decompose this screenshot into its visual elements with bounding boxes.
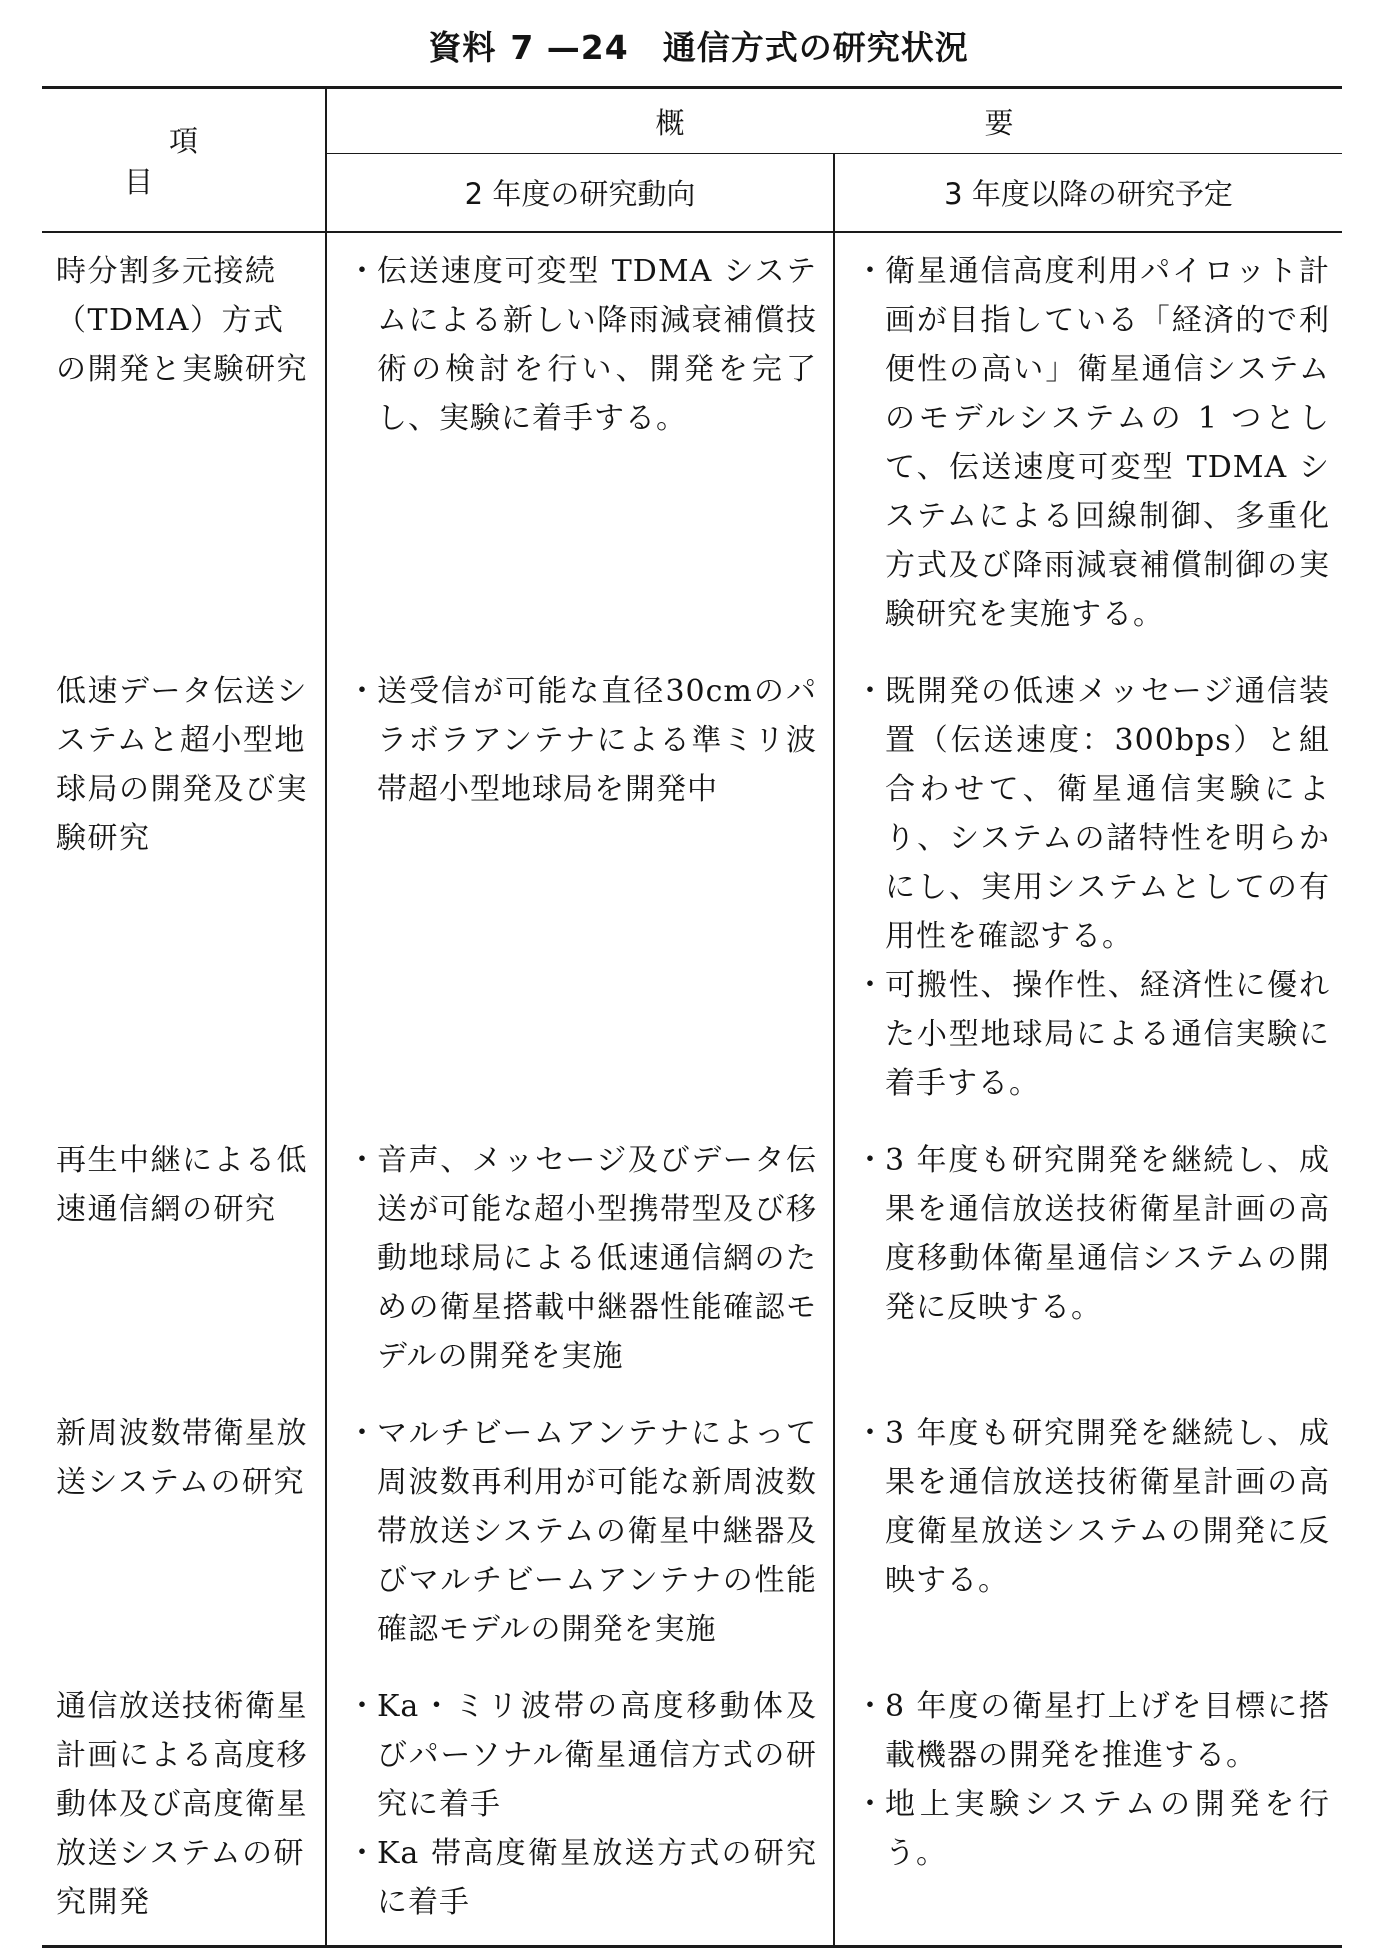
fy3-cell (834, 1668, 1342, 1947)
bullet-mark: ・ (347, 1416, 377, 1451)
bullet-item (855, 1136, 1330, 1332)
bullet-text: 3 年度も研究開発を継続し、成果を通信放送技術衛星計画の高度移動体衛星通信システムの開発に反映する。 (885, 1143, 1331, 1325)
fy2-cell (326, 1122, 834, 1395)
bullet-text: 衛星通信高度利用パイロット計画が目指している「経済的で利便性の高い」衛星通信システムのモデルシステムの 1 つとして、伝送速度可変型 TDMA システムによる回線制御、多重化方式及び降雨減衰補償制御の実験研究を実施する。 (885, 254, 1331, 632)
item-cell: 新周波数帯衛星放送システムの研究 (42, 1395, 326, 1668)
bullet-item (347, 1682, 817, 1829)
bullet-item (855, 247, 1330, 639)
table-row (42, 232, 1342, 653)
item-cell: 通信放送技術衛星計画による高度移動体及び高度衛星放送システムの研究開発 (42, 1668, 326, 1947)
header-overview-label: 概要 (655, 105, 1314, 140)
header-overview (326, 88, 1342, 154)
bullet-item (347, 1136, 817, 1381)
header-fy2: 2 年度の研究動向 (326, 154, 834, 232)
bullet-mark: ・ (347, 1689, 377, 1724)
bullet-mark: ・ (855, 1143, 885, 1178)
fy2-cell (326, 232, 834, 653)
fy3-cell (834, 232, 1342, 653)
fy3-cell (834, 1395, 1342, 1668)
bullet-text: Ka・ミリ波帯の高度移動体及びパーソナル衛星通信方式の研究に着手 (377, 1689, 817, 1822)
bullet-mark: ・ (347, 254, 377, 289)
table-row (42, 1395, 1342, 1668)
page-title (0, 22, 1397, 69)
fy3-cell (834, 1122, 1342, 1395)
title-number: 7 —24 (510, 28, 629, 67)
table-row (42, 1668, 1342, 1947)
bullet-text: 可搬性、操作性、経済性に優れた小型地球局による通信実験に着手する。 (885, 968, 1331, 1101)
bullet-item (855, 1682, 1330, 1780)
bullet-item (855, 667, 1330, 961)
bullet-item (347, 1829, 817, 1927)
bullet-item (347, 667, 817, 814)
bullet-text: 伝送速度可変型 TDMA システムによる新しい降雨減衰補償技術の検討を行い、開発を完了し、実験に着手する。 (377, 254, 817, 436)
table-row (42, 653, 1342, 1122)
fy2-cell (326, 1395, 834, 1668)
item-cell: 再生中継による低速通信網の研究 (42, 1122, 326, 1395)
bullet-mark: ・ (347, 1836, 377, 1871)
bullet-mark: ・ (855, 674, 885, 709)
fy3-cell (834, 653, 1342, 1122)
bullet-text: 音声、メッセージ及びデータ伝送が可能な超小型携帯型及び移動地球局による低速通信網のための衛星搭載中継器性能確認モデルの開発を実施 (377, 1143, 817, 1374)
bullet-item (855, 1409, 1330, 1605)
bullet-item (855, 1780, 1330, 1878)
bullet-text: 送受信が可能な直径30cmのパラボラアンテナによる準ミリ波帯超小型地球局を開発中 (377, 674, 817, 807)
table-body (42, 232, 1342, 1947)
bullet-mark: ・ (855, 1416, 885, 1451)
bullet-text: マルチビームアンテナによって周波数再利用が可能な新周波数帯放送システムの衛星中継器及びマルチビームアンテナの性能確認モデルの開発を実施 (377, 1416, 817, 1647)
title-label: 資料 (428, 28, 497, 67)
title-text: 通信方式の研究状況 (662, 28, 969, 67)
bullet-item (347, 247, 817, 443)
table-row (42, 1122, 1342, 1395)
bullet-mark: ・ (855, 254, 885, 289)
bullet-text: 地上実験システムの開発を行う。 (885, 1787, 1331, 1871)
research-status-table (42, 86, 1342, 1948)
header-fy3: 3 年度以降の研究予定 (834, 154, 1342, 232)
bullet-text: 8 年度の衛星打上げを目標に搭載機器の開発を推進する。 (885, 1689, 1331, 1773)
bullet-mark: ・ (347, 1143, 377, 1178)
bullet-text: Ka 帯高度衛星放送方式の研究に着手 (377, 1836, 817, 1920)
bullet-mark: ・ (855, 1689, 885, 1724)
bullet-mark: ・ (855, 968, 885, 1003)
item-cell: 時分割多元接続（TDMA）方式の開発と実験研究 (42, 232, 326, 653)
header-item: 項目 (42, 88, 326, 233)
item-cell: 低速データ伝送システムと超小型地球局の開発及び実験研究 (42, 653, 326, 1122)
bullet-mark: ・ (855, 1787, 885, 1822)
fy2-cell (326, 1668, 834, 1947)
bullet-text: 3 年度も研究開発を継続し、成果を通信放送技術衛星計画の高度衛星放送システムの開発に反映する。 (885, 1416, 1331, 1598)
bullet-item (855, 961, 1330, 1108)
bullet-mark: ・ (347, 674, 377, 709)
bullet-text: 既開発の低速メッセージ通信装置（伝送速度：300bps）と組合わせて、衛星通信実験により、システムの諸特性を明らかにし、実用システムとしての有用性を確認する。 (885, 674, 1331, 954)
fy2-cell (326, 653, 834, 1122)
table-header (42, 88, 1342, 233)
bullet-item (347, 1409, 817, 1654)
